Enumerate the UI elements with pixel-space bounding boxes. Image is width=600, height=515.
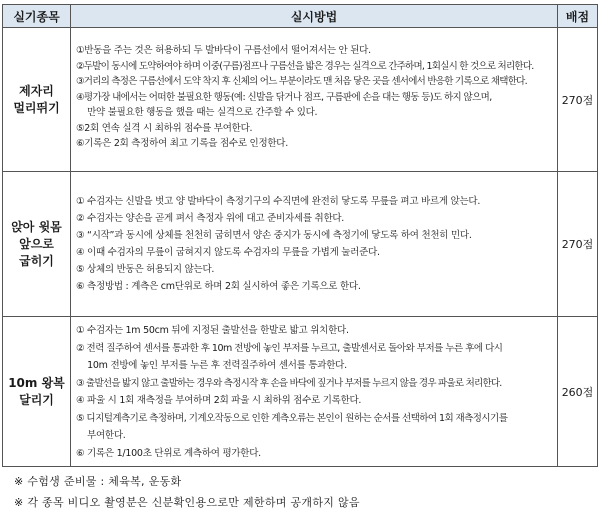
rule-item: ⑤ 디지털계측기로 측정하며, 기계오작동으로 인한 계측오류는 본인이 원하는 순서를 선택하여 1회 재측정시기를	[76, 412, 508, 424]
rule-item: ①반동을 주는 것은 허용하되 두 발바닥이 구름선에서 떨어져서는 안 된다.	[76, 45, 371, 56]
score-cell: 270점	[558, 172, 598, 317]
rule-item: ⑥ 측정방법 : 계측은 cm단위로 하며 2회 실시하여 좋은 기록으로 한다.	[76, 281, 361, 292]
rule-item: ① 수검자는 1m 50cm 뒤에 지정된 출발선을 한발로 밟고 위치한다.	[76, 325, 349, 336]
rule-item: ④ 이때 수검자의 무릎이 굽혀지지 않도록 수검자의 무릎을 가볍게 눌러준다.	[76, 247, 380, 258]
event-name-line: 10m 왕복	[8, 375, 65, 390]
rule-item: ① 수검자는 신발을 벗고 양 발바닥이 측정기구의 수직면에 완전히 닿도록 무릎을 펴고 바르게 앉는다.	[76, 196, 481, 207]
note-item: ※ 수험생 준비물 : 체육복, 운동화	[14, 475, 182, 488]
rule-item: 부여한다.	[76, 430, 126, 441]
rule-item: ⑥ 기록은 1/100초 단위로 계측하여 평가한다.	[76, 447, 261, 459]
score-cell: 260점	[558, 317, 598, 467]
event-name	[3, 28, 71, 172]
rule-item: 10m 전방에 놓인 부저를 누른 후 전력질주하여 센서를 통과한다.	[76, 360, 347, 371]
event-name-line: 앉아 윗몸	[11, 219, 62, 234]
rule-item: ②두발이 동시에 도약하여야 하며 이중(구름)점프나 구름선을 밟은 경우는 실격으로 간주하며, 1회실시 한 것으로 처리한다.	[76, 60, 534, 72]
rule-item: ⑥기록은 2회 측정하여 최고 기록을 점수로 인정한다.	[76, 138, 288, 149]
table-row	[3, 317, 598, 467]
header-score: 배점	[558, 5, 598, 28]
event-name-line: 멀리뛰기	[13, 100, 60, 115]
rule-item: 만약 불필요한 행동을 했을 때는 실격으로 간주할 수 있다.	[76, 107, 318, 118]
event-name	[3, 317, 71, 467]
rule-item: ⑤ 상체의 반동은 허용되지 않는다.	[76, 264, 215, 275]
event-name-line: 달리기	[19, 392, 54, 407]
rule-item: ③ “시작”과 동시에 상체를 천천히 굽히면서 양손 중지가 동시에 측정기에 닿도록 하여 천천히 민다.	[76, 230, 472, 241]
note-item: ※ 각 종목 비디오 촬영분은 신분확인용으로만 제한하며 공개하지 않음	[14, 496, 360, 509]
score-cell: 270점	[558, 28, 598, 172]
rule-item: ④평가장 내에서는 어떠한 불필요한 행동(예: 신발을 닦거나 점프, 구름판에 손을 대는 행동 등)도 하지 않으며,	[76, 91, 492, 103]
method-cell	[71, 172, 558, 317]
method-cell	[71, 317, 558, 467]
rule-item: ⑤2회 연속 실격 시 최하위 점수를 부여한다.	[76, 122, 253, 134]
event-name-line: 앞으로	[19, 236, 54, 251]
rule-item: ② 전력 질주하여 센서를 통과한 후 10m 전방에 놓인 부저를 누르고, 출발센서로 돌아와 부저를 누른 후에 다시	[76, 342, 503, 354]
event-name-line: 제자리	[19, 83, 54, 98]
header-method: 실시방법	[71, 5, 558, 28]
rule-item: ④ 파울 시 1회 재측정을 부여하며 2회 파울 시 최하위 점수로 기록한다.	[76, 395, 362, 406]
exam-table	[2, 4, 598, 467]
header-event: 실기종목	[3, 5, 71, 28]
method-cell	[71, 28, 558, 172]
event-name-line: 굽히기	[19, 253, 54, 268]
rule-item: ② 수검자는 양손을 곧게 펴서 측정자 위에 대고 준비자세를 취한다.	[76, 213, 345, 224]
notes-list	[14, 471, 360, 513]
event-name	[3, 172, 71, 317]
table-row	[3, 172, 598, 317]
rule-item: ③ 출발선을 밟지 않고 출발하는 경우와 측정시작 후 손을 바닥에 짚거나 부저를 누르지 않을 경우 파울로 처리한다.	[76, 377, 502, 389]
rule-item: ③거리의 측정은 구름선에서 도약 착지 후 신체의 어느 부분이라도 맨 처음 닿은 곳을 센서에서 반응한 기록으로 채택한다.	[76, 76, 527, 87]
table-row	[3, 28, 598, 172]
table-header-row	[3, 5, 598, 28]
